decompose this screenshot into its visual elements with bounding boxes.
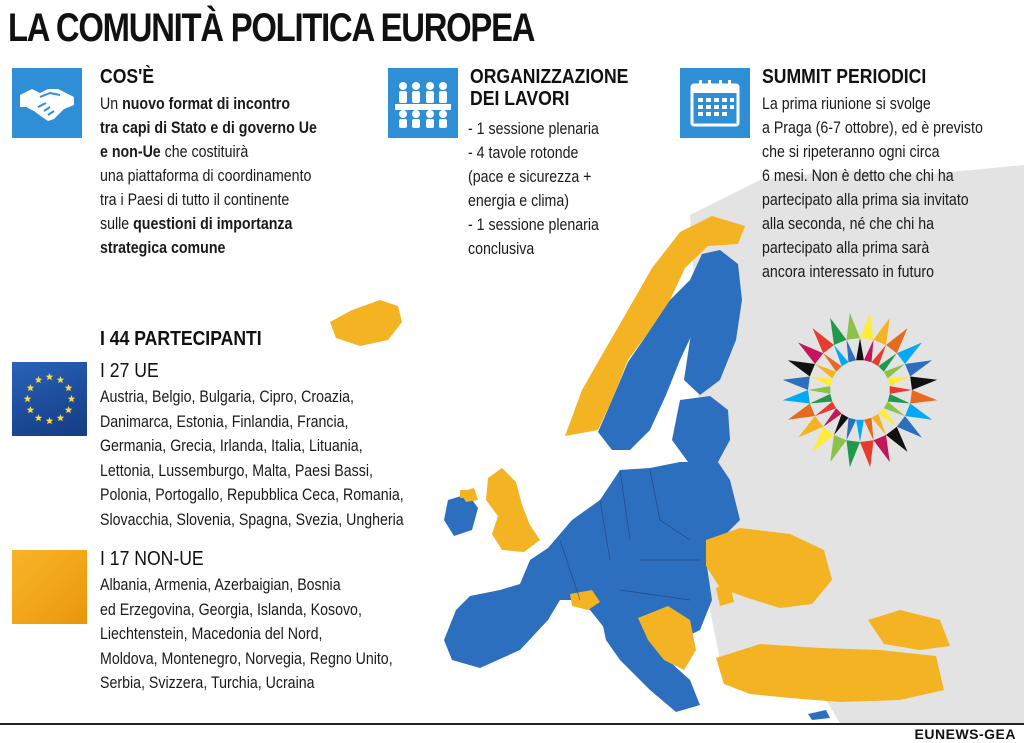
isle: [460, 490, 470, 498]
cos-e-body: Un nuovo format di incontro tra capi di Stato e di governo Ue e non-Ue che costituirà una piattaforma di coordinamento tra i Paesi di tutto il continente sulle questioni di importanza strategica comune: [100, 95, 317, 257]
page-title: LA COMUNITÀ POLITICA EUROPEA: [8, 6, 535, 50]
iceland: [330, 300, 402, 346]
eu-star: [24, 395, 32, 402]
eu-star: [35, 376, 43, 383]
eu-star: [57, 414, 65, 421]
cos-e-heading: COS'È: [100, 66, 155, 88]
eu-star: [65, 384, 73, 391]
eu-label: I 27 UE: [100, 360, 159, 382]
eu-star: [27, 384, 35, 391]
eu-star: [35, 414, 43, 421]
eu-star: [46, 417, 54, 424]
eu-star: [27, 406, 35, 413]
non-eu-countries: Albania, Armenia, Azerbaigian, Bosnia ed Erzegovina, Georgia, Islanda, Kosovo, Liechtenstein, Macedonia del Nord, Moldova, Montenegro, Norvegia, Regno Unito, Serbia, Svizzera, Turchia, Ucraina: [100, 576, 393, 692]
eu-star: [57, 376, 65, 383]
baltic-states: [672, 396, 730, 462]
calendar-icon: [689, 77, 741, 129]
eu-star: [68, 395, 76, 402]
group-icon-box: [388, 68, 458, 138]
participants-heading: I 44 PARTECIPANTI: [100, 328, 262, 350]
united-kingdom: [486, 468, 540, 552]
non-eu-label: I 17 NON-UE: [100, 548, 204, 570]
summit-heading: SUMMIT PERIODICI: [762, 66, 927, 88]
handshake-icon: [18, 81, 76, 125]
calendar-icon-box: [680, 68, 750, 138]
cyprus: [808, 710, 830, 720]
group-icon: [393, 78, 453, 128]
credit: EUNEWS-GEA: [914, 726, 1016, 742]
eu-countries: Austria, Belgio, Bulgaria, Cipro, Croazia, Danimarca, Estonia, Finlandia, Francia, Germania, Grecia, Irlanda, Italia, Lituania, Lettonia, Lussemburgo, Malta, Paesi Bassi, Polonia, Portogallo, Repubblica Ceca, Romania, Slovacchia, Slovenia, Spagna, Svezia, Ungheria: [100, 388, 404, 529]
summit-body: La prima riunione si svolge a Praga (6-7 ottobre), ed è previsto che si ripeteranno ogni circa 6 mesi. Non è detto che chi ha partecipato alla prima sia invitato alla seconda, né che chi ha partecipato alla prima sarà ancora interessato in futuro: [762, 95, 983, 281]
eu-star: [46, 373, 54, 380]
eu-flag-icon: [12, 362, 87, 436]
eu-star: [65, 406, 73, 413]
handshake-icon-box: [12, 68, 82, 138]
footer-rule: [0, 723, 1024, 725]
organizzazione-body: - 1 sessione plenaria - 4 tavole rotonde (pace e sicurezza + energia e clima) - 1 sessione plenaria conclusiva: [468, 120, 599, 258]
organizzazione-heading: ORGANIZZAZIONE DEI LAVORI: [470, 66, 629, 110]
non-eu-swatch: [12, 550, 87, 624]
